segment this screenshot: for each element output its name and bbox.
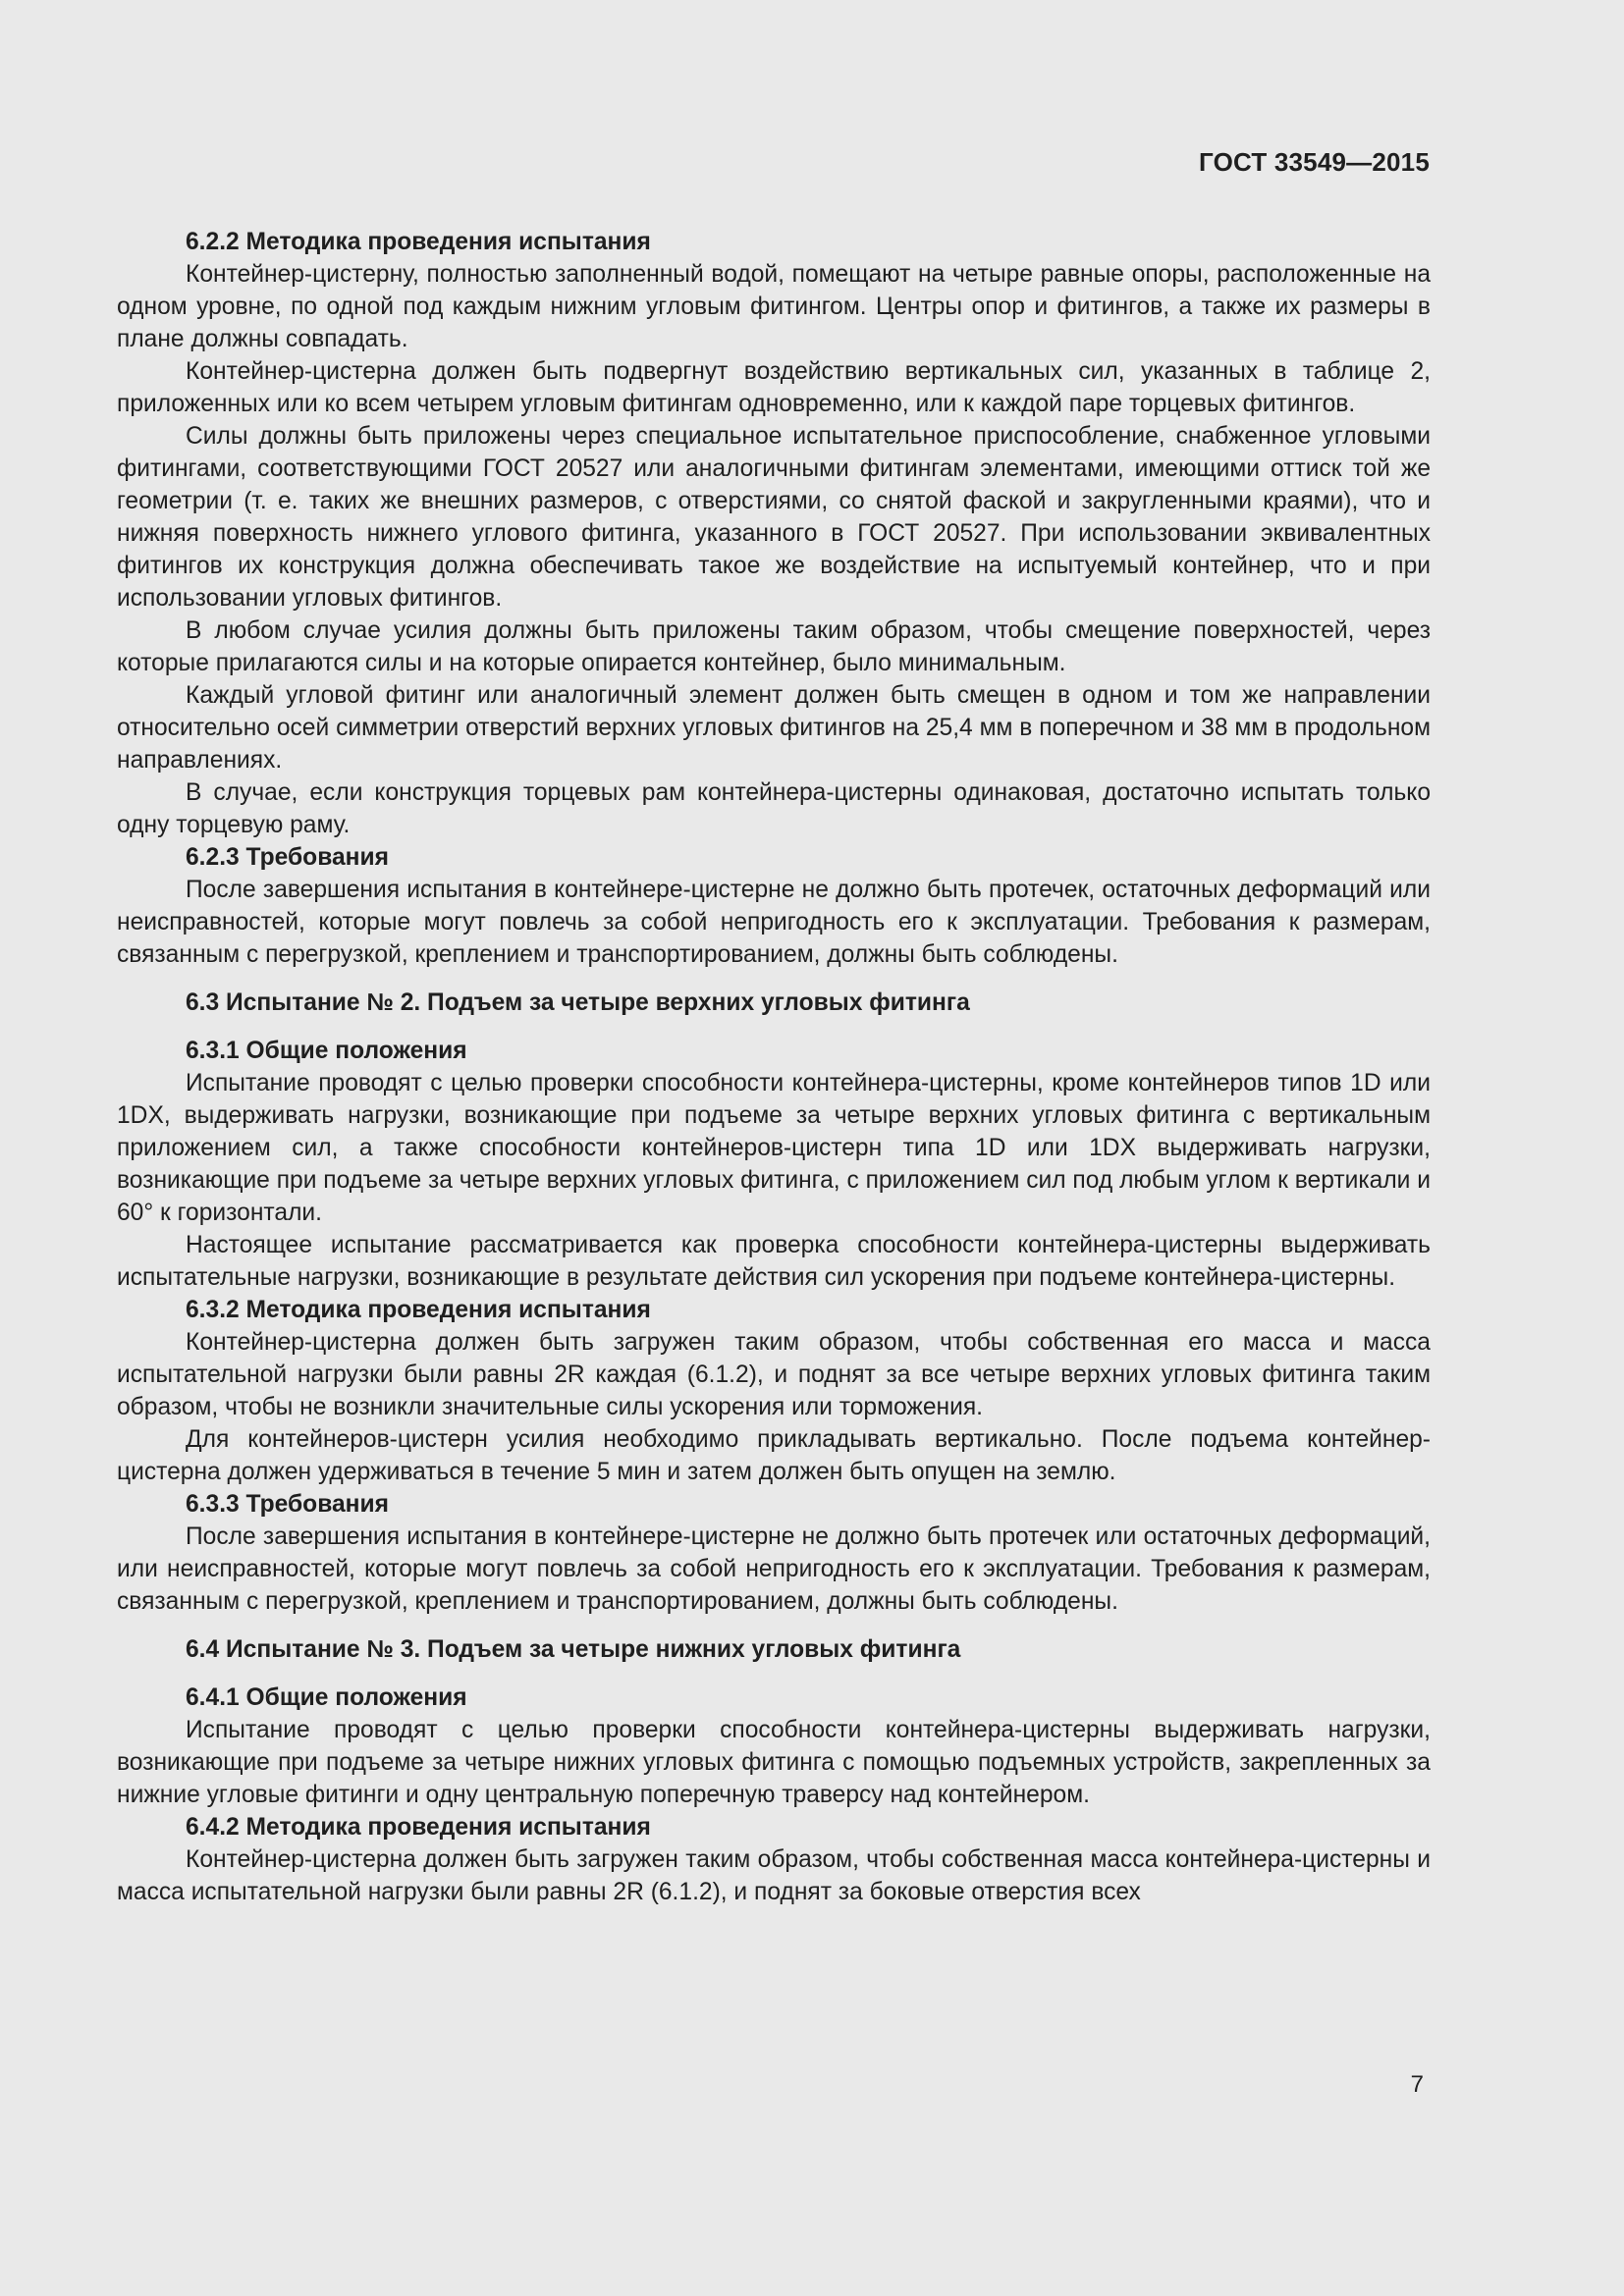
document-body — [117, 226, 1431, 1908]
section-gap — [117, 1618, 1431, 1633]
section-heading: 6.4 Испытание № 3. Подъем за четыре нижних угловых фитинга — [186, 1636, 961, 1663]
subsection-heading: 6.3.1 Общие положения — [186, 1038, 467, 1064]
section-gap — [117, 971, 1431, 987]
paragraph: Контейнер-цистерну, полностью заполненный водой, помещают на четыре равные опоры, расположенные на одном уровне, по одной под каждым нижним угловым фитингом. Центры опор и фитингов, а также их размеры в плане должны совпадать. — [117, 261, 1431, 352]
subsection-heading: 6.4.2 Методика проведения испытания — [186, 1814, 651, 1841]
subsection-heading: 6.2.2 Методика проведения испытания — [186, 229, 651, 255]
subsection-heading: 6.4.1 Общие положения — [186, 1684, 467, 1711]
paragraph: Каждый угловой фитинг или аналогичный элемент должен быть смещен в одном и том же направлении относительно осей симметрии отверстий верхних угловых фитингов на 25,4 мм в поперечном и 38 мм в продольном направлениях. — [117, 682, 1431, 774]
paragraph: В любом случае усилия должны быть приложены таким образом, чтобы смещение поверхностей, через которые прилагаются силы и на которые опирается контейнер, было минимальным. — [117, 617, 1431, 676]
paragraph: Контейнер-цистерна должен быть подвергнут воздействию вертикальных сил, указанных в таблице 2, приложенных или ко всем четырем угловым фитингам одновременно, или к каждой паре торцевых фитингов. — [117, 358, 1431, 417]
paragraph: Для контейнеров-цистерн усилия необходимо прикладывать вертикально. После подъема контейнер-цистерна должен удерживаться в течение 5 мин и затем должен быть опущен на землю. — [117, 1426, 1431, 1485]
paragraph: Контейнер-цистерна должен быть загружен таким образом, чтобы собственная масса контейнера-цистерны и масса испытательной нагрузки были равны 2R (6.1.2), и поднят за боковые отверстия всех — [117, 1846, 1431, 1905]
paragraph: Испытание проводят с целью проверки способности контейнера-цистерны выдерживать нагрузки, возникающие при подъеме за четыре нижних угловых фитинга с помощью подъемных устройств, закрепленных за нижние угловые фитинги и одну центральную поперечную траверсу над контейнером. — [117, 1717, 1431, 1808]
paragraph: Испытание проводят с целью проверки способности контейнера-цистерны, кроме контейнеров типов 1D или 1DX, выдерживать нагрузки, возникающие при подъеме за четыре верхних угловых фитинга с вертикальным приложением сил, а также способности контейнеров-цистерн типа 1D или 1DX выдерживать нагрузки, возникающие при подъеме за четыре верхних угловых фитинга, с приложением сил под любым углом к вертикали и 60° к горизонтали. — [117, 1070, 1431, 1226]
subsection-heading: 6.2.3 Требования — [186, 844, 390, 871]
subsection-heading: 6.3.2 Методика проведения испытания — [186, 1297, 651, 1323]
subsection-heading: 6.3.3 Требования — [186, 1491, 390, 1518]
section-gap — [117, 1666, 1431, 1682]
paragraph: Контейнер-цистерна должен быть загружен таким образом, чтобы собственная его масса и масса испытательной нагрузки были равны 2R каждая (6.1.2), и поднят за все четыре верхних угловых фитинга таким образом, чтобы не возникли значительные силы ускорения или торможения. — [117, 1329, 1431, 1420]
paragraph: Настоящее испытание рассматривается как проверка способности контейнера-цистерны выдерживать испытательные нагрузки, возникающие в результате действия сил ускорения при подъеме контейнера-цистерны. — [117, 1232, 1431, 1291]
paragraph: Силы должны быть приложены через специальное испытательное приспособление, снабженное угловыми фитингами, соответствующими ГОСТ 20527 или аналогичными фитингам элементами, имеющими оттиск той же геометрии (т. е. таких же внешних размеров, с отверстиями, со снятой фаской и закругленными краями), что и нижняя поверхность нижнего углового фитинга, указанного в ГОСТ 20527. При использовании эквивалентных фитингов их конструкция должна обеспечивать такое же воздействие на испытуемый контейнер, что и при использовании угловых фитингов. — [117, 423, 1431, 612]
paragraph: В случае, если конструкция торцевых рам контейнера-цистерны одинаковая, достаточно испытать только одну торцевую раму. — [117, 779, 1431, 838]
section-heading: 6.3 Испытание № 2. Подъем за четыре верхних угловых фитинга — [186, 989, 970, 1016]
page-number: 7 — [1410, 2071, 1424, 2098]
paragraph: После завершения испытания в контейнере-цистерне не должно быть протечек или остаточных деформаций, или неисправностей, которые могут повлечь за собой непригодность его к эксплуатации. Требования к размерам, связанным с перегрузкой, креплением и транспортированием, должны быть соблюдены. — [117, 1523, 1431, 1615]
paragraph: После завершения испытания в контейнере-цистерне не должно быть протечек, остаточных деформаций или неисправностей, которые могут повлечь за собой непригодность его к эксплуатации. Требования к размерам, связанным с перегрузкой, креплением и транспортированием, должны быть соблюдены. — [117, 877, 1431, 968]
section-gap — [117, 1019, 1431, 1035]
document-code: ГОСТ 33549—2015 — [1199, 147, 1430, 177]
